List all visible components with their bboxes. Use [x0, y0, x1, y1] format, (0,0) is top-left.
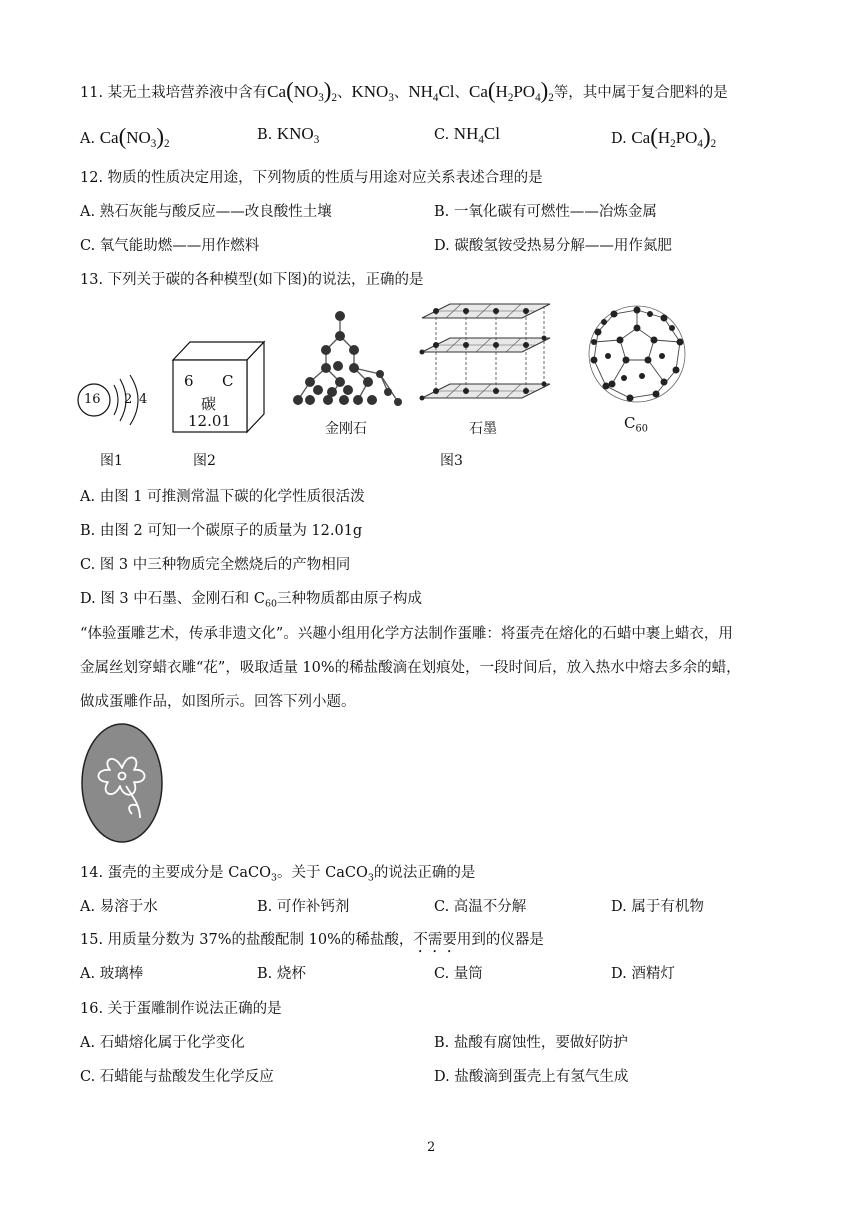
q13-option-b[interactable]: B. 由图 2 可知一个碳原子的质量为 12.01g [80, 523, 363, 539]
atom-nucleus-label: 16 [84, 392, 101, 407]
q13-option-c[interactable]: C. 图 3 中三种物质完全燃烧后的产物相同 [80, 557, 351, 573]
q16-option-c[interactable]: C. 石蜡能与盐酸发生化学反应 [80, 1069, 274, 1085]
q13-option-a[interactable]: A. 由图 1 可推测常温下碳的化学性质很活泼 [80, 489, 365, 505]
q12-option-d[interactable]: D. 碳酸氢铵受热易分解——用作氮肥 [434, 238, 672, 254]
q11-option-a[interactable]: A. $Ca(NO_3)_2$ [80, 124, 170, 150]
cell-element-name: 碳 [201, 395, 217, 413]
atom-shell1-label: 2 [124, 392, 133, 407]
q12-option-c[interactable]: C. 氧气能助燃——用作燃料 [80, 238, 260, 254]
q14-option-c[interactable]: C. 高温不分解 [434, 899, 527, 915]
q11-option-c[interactable]: C. $NH_4Cl$ [434, 124, 500, 146]
q15-option-b[interactable]: B. 烧杯 [257, 966, 306, 982]
fig2-caption: 图2 [193, 453, 216, 469]
q15-option-a[interactable]: A. 玻璃棒 [80, 966, 144, 982]
egg-carving-picture [80, 722, 164, 844]
chem-kno3: $KNO_3$ [351, 81, 394, 104]
chem-ca-h2po4-2: $Ca(H_2PO_4)_2$ [469, 78, 554, 104]
graphite-label: 石墨 [469, 421, 497, 437]
q15-option-c[interactable]: C. 量筒 [434, 966, 483, 982]
graphite-structure-model [416, 300, 556, 415]
q12-option-a[interactable]: A. 熟石灰能与酸反应——改良酸性土壤 [80, 204, 332, 220]
chem-ca-no3-2: $Ca(NO_3)_2$ [267, 78, 337, 104]
q11-stem: 11. 某无土栽培营养液中含有$Ca(NO_3)_2$、$KNO_3$、$NH_4Cl$、$Ca(H_2PO_4)_2$等，其中属于复合肥料的是 [80, 78, 728, 104]
q16-option-d[interactable]: D. 盐酸滴到蛋壳上有氢气生成 [434, 1069, 629, 1085]
q12-option-b[interactable]: B. 一氧化碳有可燃性——冶炼金属 [434, 204, 657, 220]
q11-option-b[interactable]: B. $KNO_3$ [257, 124, 320, 146]
q15-stem: 15. 用质量分数为 37%的盐酸配制 10%的稀盐酸，不需要用到的仪器是 [80, 932, 544, 948]
cell-symbol: C [222, 372, 234, 390]
passage-line-2: 金属丝划穿蜡衣雕“花”，吸取适量 10%的稀盐酸滴在划痕处，一段时间后，放入热水中熔去多余的蜡， [80, 660, 741, 676]
diamond-structure-model [288, 310, 408, 410]
passage-line-1: “体验蛋雕艺术，传承非遗文化”。兴趣小组用化学方法制作蛋雕：将蛋壳在熔化的石蜡中裹上蜡衣，用 [80, 626, 733, 642]
fig1-caption: 图1 [100, 453, 123, 469]
chem-nh4cl: $NH_4Cl$ [408, 81, 455, 104]
cell-atomic-number: 6 [184, 372, 194, 390]
q15-option-d[interactable]: D. 酒精灯 [611, 966, 675, 982]
page-number: 2 [427, 1140, 436, 1155]
diamond-label: 金刚石 [325, 421, 367, 437]
q16-option-a[interactable]: A. 石蜡熔化属于化学变化 [80, 1035, 245, 1051]
q16-stem: 16. 关于蛋雕制作说法正确的是 [80, 1001, 282, 1017]
cell-atomic-mass: 12.01 [188, 412, 231, 430]
emphasis-text: 不需要 [413, 932, 457, 948]
q14-option-b[interactable]: B. 可作补钙剂 [257, 899, 350, 915]
passage-line-3: 做成蛋雕作品，如图所示。回答下列小题。 [80, 694, 356, 710]
q13-option-d[interactable]: D. 图 3 中石墨、金刚石和 $C_{60}$三种物质都由原子构成 [80, 591, 422, 610]
q14-stem: 14. 蛋壳的主要成分是 CaCO$_3$。关于 CaCO$_3$的说法正确的是 [80, 865, 476, 884]
q14-option-a[interactable]: A. 易溶于水 [80, 899, 158, 915]
c60-label: $C_{60}$ [624, 414, 648, 435]
q12-stem: 12. 物质的性质决定用途，下列物质的性质与用途对应关系表述合理的是 [80, 170, 543, 186]
atom-shell2-label: 4 [139, 392, 148, 407]
fig3-caption: 图3 [440, 453, 463, 469]
q14-option-d[interactable]: D. 属于有机物 [611, 899, 704, 915]
q16-option-b[interactable]: B. 盐酸有腐蚀性，要做好防护 [434, 1035, 628, 1051]
c60-structure-model [584, 302, 690, 406]
q11-option-d[interactable]: D. $Ca(H_2PO_4)_2$ [611, 124, 717, 150]
q13-stem: 13. 下列关于碳的各种模型(如下图)的说法，正确的是 [80, 272, 424, 288]
